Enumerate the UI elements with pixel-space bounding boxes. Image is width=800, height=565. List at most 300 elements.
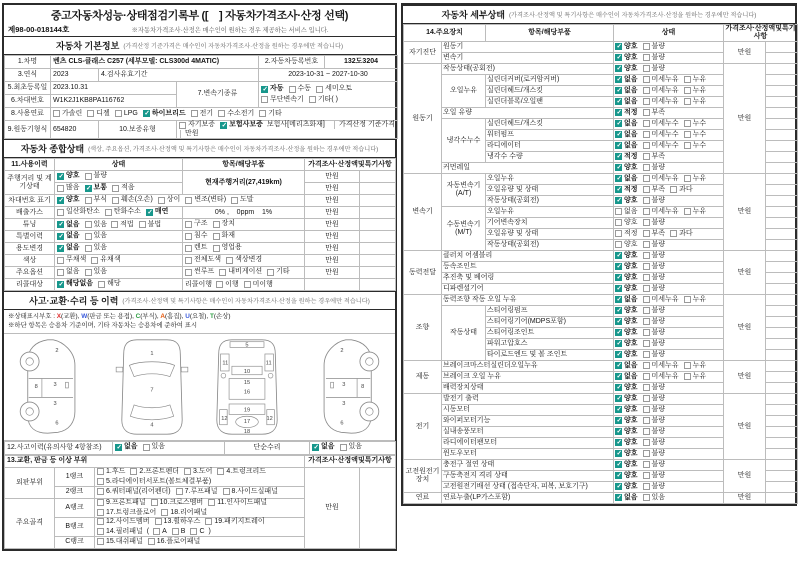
checkbox[interactable]	[191, 110, 198, 117]
cell	[614, 108, 724, 119]
checkbox[interactable]	[85, 221, 92, 228]
checkbox[interactable]	[57, 233, 64, 240]
checkbox-label: 불량	[651, 482, 666, 490]
cell	[766, 361, 798, 372]
panel-number: 8	[361, 383, 365, 390]
checkbox[interactable]	[643, 109, 650, 116]
checkbox[interactable]	[643, 483, 650, 490]
checkbox[interactable]	[615, 384, 622, 391]
checkbox[interactable]	[172, 528, 179, 535]
checkbox[interactable]	[684, 362, 691, 369]
checkbox-group	[153, 528, 204, 536]
checkbox[interactable]	[97, 478, 104, 485]
checkbox[interactable]	[57, 269, 64, 276]
checkbox-group	[615, 307, 665, 315]
checkbox[interactable]	[615, 252, 622, 259]
cell	[614, 218, 724, 229]
checkbox[interactable]	[57, 173, 64, 180]
cell: 0% , 0ppm 1%	[183, 207, 305, 219]
checkbox-label: 미세누유	[651, 361, 679, 369]
checkbox[interactable]	[615, 131, 622, 138]
checkbox[interactable]	[643, 384, 650, 391]
checkbox[interactable]	[643, 175, 650, 182]
checkbox[interactable]	[161, 509, 168, 516]
checkbox[interactable]	[85, 185, 92, 192]
checkbox-label: 미세누유	[651, 97, 679, 105]
checkbox[interactable]	[684, 120, 691, 127]
checkbox-option	[643, 120, 679, 128]
checkbox-group	[57, 208, 168, 216]
checkbox[interactable]	[643, 43, 650, 50]
checkbox[interactable]	[615, 153, 622, 160]
checkbox[interactable]	[213, 233, 220, 240]
checkbox[interactable]	[670, 186, 677, 193]
checkbox[interactable]	[684, 296, 691, 303]
panel-number: 15	[243, 379, 251, 386]
checkbox-label: 누수	[692, 141, 707, 149]
checkbox[interactable]	[684, 142, 691, 149]
checkbox[interactable]	[153, 528, 160, 535]
checkbox-option	[98, 280, 121, 288]
checkbox-group	[615, 87, 706, 95]
cell: 기어변속장치	[486, 218, 614, 229]
checkbox[interactable]	[289, 86, 296, 93]
checkbox[interactable]	[185, 269, 192, 276]
panel-number: 2	[340, 347, 344, 354]
checkbox[interactable]	[97, 468, 104, 475]
checkbox[interactable]	[231, 197, 238, 204]
checkbox[interactable]	[615, 285, 622, 292]
checkbox[interactable]	[185, 197, 192, 204]
checkbox-option	[85, 196, 108, 204]
checkbox[interactable]	[643, 142, 650, 149]
checkbox[interactable]	[97, 518, 104, 525]
checkbox[interactable]	[643, 241, 650, 248]
checkbox-group	[615, 428, 665, 436]
cell: 와이퍼모터기능	[442, 416, 614, 427]
checkbox[interactable]	[615, 417, 622, 424]
checkbox[interactable]	[643, 186, 650, 193]
checkbox[interactable]	[105, 209, 112, 216]
checkbox[interactable]	[57, 221, 64, 228]
checkbox[interactable]	[85, 173, 92, 180]
checkbox[interactable]	[216, 281, 223, 288]
panel-number: 5	[245, 342, 249, 349]
checkbox[interactable]	[85, 269, 92, 276]
checkbox-group	[185, 232, 235, 240]
accident-history-table	[4, 441, 396, 455]
cell	[55, 267, 183, 279]
checkbox[interactable]	[155, 518, 162, 525]
cell	[614, 449, 724, 460]
cell	[614, 416, 724, 427]
checkbox[interactable]	[85, 233, 92, 240]
checkbox[interactable]	[615, 472, 622, 479]
cell	[766, 251, 798, 262]
panel-replacement-table	[4, 455, 396, 549]
checkbox[interactable]	[312, 444, 319, 451]
checkbox-label: 이행	[225, 280, 239, 288]
table-row	[5, 195, 396, 207]
checkbox[interactable]	[179, 122, 186, 129]
checkbox[interactable]	[615, 340, 622, 347]
checkbox[interactable]	[340, 444, 347, 451]
panel-number: 3	[53, 400, 57, 407]
checkbox-label: 없음	[624, 174, 638, 182]
checkbox[interactable]	[85, 197, 92, 204]
checkbox[interactable]	[643, 230, 650, 237]
checkbox[interactable]	[643, 164, 650, 171]
checkbox-label: 기타	[268, 109, 282, 117]
checkbox[interactable]	[143, 110, 150, 117]
checkbox[interactable]	[643, 208, 650, 215]
checkbox[interactable]	[643, 329, 650, 336]
checkbox[interactable]	[143, 444, 150, 451]
legend-prefix: ※상태표시부호 :	[8, 313, 57, 321]
checkbox[interactable]	[97, 538, 104, 545]
checkbox-group	[615, 230, 693, 238]
checkbox-option	[615, 54, 638, 62]
checkbox[interactable]	[615, 362, 622, 369]
checkbox[interactable]	[316, 86, 323, 93]
checkbox[interactable]	[85, 245, 92, 252]
checkbox-label: 무단변속기	[270, 95, 304, 103]
checkbox[interactable]	[615, 43, 622, 50]
left-panel	[2, 3, 397, 551]
checkbox-label: 양호	[624, 306, 638, 314]
checkbox[interactable]	[643, 153, 650, 160]
checkbox[interactable]	[615, 450, 622, 457]
checkbox[interactable]	[615, 296, 622, 303]
checkbox-option	[643, 76, 679, 84]
cell: 만원	[305, 195, 360, 207]
checkbox-option	[643, 230, 666, 238]
cell: 만원	[724, 361, 766, 394]
checkbox[interactable]	[643, 197, 650, 204]
checkbox-option	[57, 221, 80, 229]
checkbox[interactable]	[112, 197, 119, 204]
checkbox[interactable]	[643, 450, 650, 457]
checkbox[interactable]	[213, 221, 220, 228]
checkbox[interactable]	[643, 351, 650, 358]
checkbox-option	[53, 110, 82, 118]
checkbox[interactable]	[615, 109, 622, 116]
checkbox[interactable]	[643, 263, 650, 270]
cell	[113, 441, 225, 454]
checkbox-option	[643, 142, 679, 150]
cell	[360, 467, 396, 548]
checkbox[interactable]	[130, 468, 137, 475]
checkbox[interactable]	[57, 209, 64, 216]
checkbox[interactable]	[615, 373, 622, 380]
checkbox-option	[185, 220, 208, 228]
checkbox[interactable]	[97, 528, 104, 535]
checkbox[interactable]	[615, 219, 622, 226]
checkbox[interactable]	[615, 76, 622, 83]
legend-item	[210, 313, 231, 320]
checkbox-label: 10.크로스멤버	[159, 498, 204, 506]
checkbox-label: 불량	[651, 240, 666, 248]
cell-content	[97, 518, 302, 536]
panel-number: 8	[34, 383, 38, 390]
checkbox-option	[85, 184, 108, 192]
checkbox[interactable]	[53, 110, 60, 117]
checkbox[interactable]	[57, 245, 64, 252]
checkbox[interactable]	[615, 186, 622, 193]
checkbox[interactable]	[158, 197, 165, 204]
checkbox[interactable]	[205, 518, 212, 525]
cell	[766, 427, 798, 438]
checkbox[interactable]	[98, 281, 105, 288]
cell: 자동변속기 (A/T)	[442, 174, 486, 207]
checkbox[interactable]	[244, 281, 251, 288]
checkbox[interactable]	[185, 245, 192, 252]
checkbox[interactable]	[643, 54, 650, 61]
checkbox-label: 불량	[651, 405, 666, 413]
checkbox[interactable]	[684, 76, 691, 83]
checkbox[interactable]	[615, 406, 622, 413]
checkbox-group	[97, 509, 207, 517]
checkbox[interactable]	[643, 274, 650, 281]
checkbox[interactable]	[217, 468, 224, 475]
checkbox[interactable]	[57, 185, 64, 192]
checkbox[interactable]	[643, 87, 650, 94]
table-row	[5, 231, 396, 243]
checkbox[interactable]	[643, 362, 650, 369]
checkbox-label: 17.트렁크플로어	[106, 508, 157, 516]
checkbox-option	[172, 528, 186, 536]
checkbox-group	[615, 373, 706, 381]
checkbox-option	[155, 518, 201, 526]
checkbox[interactable]	[87, 110, 94, 117]
checkbox[interactable]	[643, 472, 650, 479]
checkbox[interactable]	[615, 98, 622, 105]
checkbox-option	[615, 362, 638, 370]
cell: 실린더헤드/개스킷	[486, 86, 614, 97]
checkbox[interactable]	[643, 120, 650, 127]
checkbox-option	[670, 230, 693, 238]
checkbox[interactable]	[146, 209, 153, 216]
checkbox[interactable]	[213, 245, 220, 252]
checkbox[interactable]	[643, 252, 650, 259]
checkbox[interactable]	[643, 417, 650, 424]
checkbox-label: 2.프론트펜더	[139, 467, 180, 475]
checkbox-label: 영업용	[221, 244, 242, 252]
checkbox-label: 없음	[321, 443, 335, 451]
checkbox-option	[267, 268, 290, 276]
cell	[766, 163, 798, 174]
checkbox[interactable]	[615, 164, 622, 171]
checkbox[interactable]	[643, 219, 650, 226]
checkbox-label: 없음	[624, 97, 638, 105]
cell	[614, 295, 724, 306]
checkbox[interactable]	[643, 461, 650, 468]
checkbox[interactable]	[112, 185, 119, 192]
cell	[360, 207, 396, 219]
checkbox[interactable]	[148, 538, 155, 545]
checkbox[interactable]	[139, 221, 146, 228]
checkbox[interactable]	[57, 281, 64, 288]
checkbox[interactable]	[643, 65, 650, 72]
cell: 만원	[724, 42, 766, 64]
checkbox[interactable]	[97, 499, 104, 506]
checkbox[interactable]	[643, 373, 650, 380]
checkbox[interactable]	[615, 274, 622, 281]
checkbox[interactable]	[643, 285, 650, 292]
checkbox-label: 화재	[221, 232, 236, 240]
checkbox-option	[643, 164, 666, 172]
checkbox[interactable]	[615, 208, 622, 215]
checkbox-label: 불량	[651, 64, 666, 72]
checkbox[interactable]	[643, 439, 650, 446]
checkbox[interactable]	[615, 175, 622, 182]
checkbox[interactable]	[151, 499, 158, 506]
checkbox-option	[643, 395, 666, 403]
checkbox[interactable]	[684, 208, 691, 215]
checkbox-option	[97, 528, 143, 536]
checkbox[interactable]	[643, 494, 650, 501]
checkbox-group	[615, 461, 665, 469]
checkbox[interactable]	[261, 96, 268, 103]
checkbox-option	[148, 538, 201, 546]
checkbox[interactable]	[615, 483, 622, 490]
cell	[766, 97, 798, 108]
checkbox[interactable]	[615, 263, 622, 270]
checkbox[interactable]	[643, 131, 650, 138]
cell	[614, 64, 724, 75]
checkbox[interactable]	[643, 318, 650, 325]
checkbox-option	[615, 109, 638, 117]
table-row	[5, 121, 398, 139]
checkbox[interactable]	[615, 395, 622, 402]
checkbox[interactable]	[57, 257, 64, 264]
checkbox-label: 있음	[93, 244, 108, 252]
checkbox[interactable]	[615, 230, 622, 237]
table-row	[404, 64, 798, 75]
checkbox[interactable]	[615, 241, 622, 248]
checkbox[interactable]	[643, 76, 650, 83]
cell-content	[261, 85, 395, 103]
checkbox[interactable]	[115, 444, 122, 451]
checkbox[interactable]	[643, 395, 650, 402]
checkbox[interactable]	[643, 296, 650, 303]
checkbox-option	[615, 142, 638, 150]
section-title-basic	[4, 36, 395, 55]
cell	[55, 207, 183, 219]
checkbox[interactable]	[309, 96, 316, 103]
checkbox[interactable]	[259, 110, 266, 117]
checkbox[interactable]	[643, 340, 650, 347]
checkbox-option	[112, 196, 153, 204]
checkbox[interactable]	[615, 197, 622, 204]
checkbox[interactable]	[185, 257, 192, 264]
panel-number: 3	[53, 381, 57, 388]
checkbox[interactable]	[684, 98, 691, 105]
checkbox[interactable]	[615, 87, 622, 94]
cell	[766, 284, 798, 295]
cell: 3.연식	[5, 69, 51, 82]
checkbox[interactable]	[226, 257, 233, 264]
checkbox-label: 썬루프	[194, 268, 215, 276]
checkbox[interactable]	[615, 120, 622, 127]
checkbox[interactable]	[223, 488, 230, 495]
checkbox-label: 전기	[199, 109, 214, 117]
checkbox[interactable]	[670, 230, 677, 237]
cell: 12.사고이력(유의사항 4항참조)	[5, 441, 113, 454]
checkbox-option	[670, 186, 693, 194]
checkbox[interactable]	[190, 528, 197, 535]
cell-text: 보험사[메리츠화재]	[266, 121, 325, 128]
checkbox[interactable]	[208, 499, 215, 506]
cell	[614, 383, 724, 394]
checkbox[interactable]	[684, 373, 691, 380]
checkbox[interactable]	[684, 87, 691, 94]
checkbox[interactable]	[267, 269, 274, 276]
checkbox-label: 없음	[624, 361, 638, 369]
checkbox[interactable]	[684, 131, 691, 138]
checkbox[interactable]	[219, 269, 226, 276]
checkbox[interactable]	[615, 351, 622, 358]
checkbox[interactable]	[615, 142, 622, 149]
checkbox[interactable]	[615, 329, 622, 336]
checkbox[interactable]	[643, 98, 650, 105]
checkbox-label: 불량	[651, 416, 666, 424]
cell	[95, 517, 305, 536]
checkbox[interactable]	[615, 494, 622, 501]
checkbox[interactable]	[615, 461, 622, 468]
checkbox[interactable]	[615, 318, 622, 325]
checkbox[interactable]	[615, 439, 622, 446]
checkbox-label: 양호	[624, 416, 638, 424]
checkbox[interactable]	[57, 197, 64, 204]
checkbox[interactable]	[643, 406, 650, 413]
cell: W1K2J1KB8PA116762	[51, 95, 177, 108]
checkbox-option	[643, 175, 679, 183]
checkbox[interactable]	[115, 110, 122, 117]
checkbox[interactable]	[615, 428, 622, 435]
checkbox-option	[615, 43, 638, 51]
checkbox-option	[615, 197, 638, 205]
checkbox-option	[115, 110, 138, 118]
checkbox[interactable]	[176, 488, 183, 495]
checkbox[interactable]	[615, 54, 622, 61]
checkbox[interactable]	[185, 233, 192, 240]
checkbox-option	[85, 244, 108, 252]
checkbox[interactable]	[615, 307, 622, 314]
checkbox[interactable]	[218, 110, 225, 117]
checkbox[interactable]	[643, 428, 650, 435]
checkbox[interactable]	[184, 468, 191, 475]
checkbox[interactable]	[643, 307, 650, 314]
checkbox[interactable]	[185, 221, 192, 228]
cell	[614, 372, 724, 383]
checkbox-label: 유채색	[100, 256, 121, 264]
checkbox[interactable]	[97, 509, 104, 516]
cell	[766, 185, 798, 196]
checkbox[interactable]	[111, 221, 118, 228]
section-title-note: (가격조사·산정액 및 특기사항은 매수인이 자동차가격조사·산정을 원하는 경우에만 적습니다)	[122, 298, 370, 306]
cell	[614, 460, 724, 471]
checkbox[interactable]	[684, 175, 691, 182]
checkbox[interactable]	[261, 86, 268, 93]
cell	[614, 207, 724, 218]
checkbox[interactable]	[220, 122, 227, 129]
checkbox[interactable]	[97, 488, 104, 495]
cell: C랭크	[55, 536, 95, 548]
checkbox[interactable]	[91, 257, 98, 264]
checkbox[interactable]	[615, 65, 622, 72]
checkbox-option	[97, 488, 171, 496]
